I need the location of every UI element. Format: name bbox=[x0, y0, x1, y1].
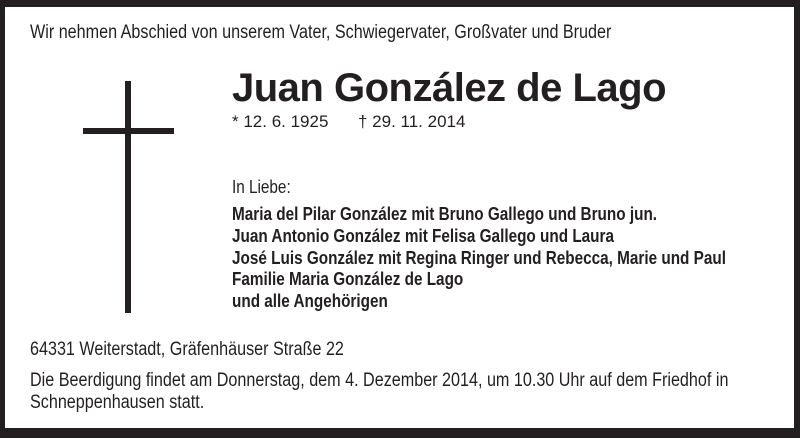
intro-line: Wir nehmen Abschied von unserem Vater, Schwiegervater, Großvater und Bruder bbox=[30, 22, 612, 43]
cross-horizontal-bar bbox=[83, 128, 174, 134]
cross-vertical-bar bbox=[125, 81, 131, 313]
address-line: 64331 Weiterstadt, Gräfenhäuser Straße 22 bbox=[30, 339, 344, 360]
mourner-line: José Luis González mit Regina Ringer und Rebecca, Marie und Paul bbox=[232, 247, 726, 268]
death-date: † 29. 11. 2014 bbox=[358, 112, 466, 131]
funeral-info bbox=[30, 370, 728, 414]
frame-border-bottom bbox=[0, 428, 800, 438]
frame-border-left bbox=[0, 0, 5, 438]
mourners-list bbox=[232, 204, 726, 313]
funeral-info-line: Die Beerdigung findet am Donnerstag, dem 4. Dezember 2014, um 10.30 Uhr auf dem Friedhof in bbox=[30, 370, 729, 391]
salutation: In Liebe: bbox=[232, 177, 291, 197]
deceased-name: Juan González de Lago bbox=[232, 66, 667, 110]
frame-border-top bbox=[0, 0, 800, 7]
mourner-line: Juan Antonio González mit Felisa Gallego und Laura bbox=[232, 225, 614, 246]
mourner-line: Familie Maria González de Lago bbox=[232, 269, 464, 290]
frame-border-right bbox=[794, 0, 800, 438]
funeral-info-line: Schneppenhausen statt. bbox=[30, 391, 205, 413]
mourner-line: Maria del Pilar González mit Bruno Gallego und Bruno jun. bbox=[232, 204, 658, 224]
mourner-line: und alle Angehörigen bbox=[232, 291, 388, 312]
birth-date: * 12. 6. 1925 bbox=[232, 112, 329, 131]
